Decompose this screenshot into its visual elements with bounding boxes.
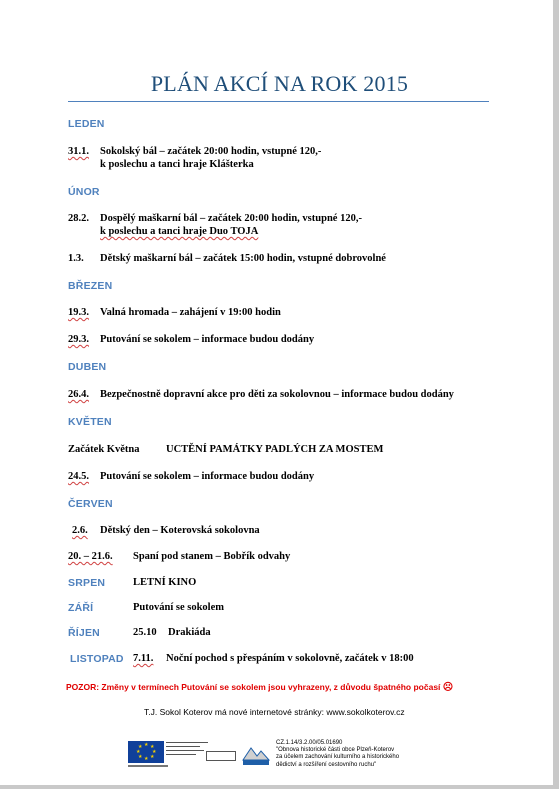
event-date: 1.3. <box>68 253 84 264</box>
page-shadow-bottom <box>0 785 559 789</box>
event-text: Drakiáda <box>168 627 211 638</box>
event-text-line2: k poslechu a tanci hraje Duo TOJA <box>100 226 259 237</box>
event-text: Noční pochod s přespáním v sokolovně, začátek v 18:00 <box>166 653 414 664</box>
event-date: 31.1. <box>68 146 89 157</box>
event-text: Putování se sokolem – informace budou dodány <box>100 471 315 482</box>
event-date: 29.3. <box>68 334 89 345</box>
page-title: PLÁN AKCÍ NA ROK 2015 <box>150 71 409 96</box>
event-date-span: 20. – 21.6. <box>68 551 113 562</box>
footer-line: za účelem zachování kulturního a historického <box>276 754 400 761</box>
event-date: 24.5. <box>68 471 89 482</box>
warning-message: POZOR: Změny v termínech Putování se sokolem jsou vyhrazeny, z důvodu špatného počasí <box>66 682 441 692</box>
event-date: 2.6. <box>72 525 88 536</box>
month-zari: ZÁŘÍ <box>68 602 94 614</box>
eu-fund-logo <box>166 741 236 763</box>
month-rijen: ŘÍJEN <box>68 627 100 639</box>
month-kveten: KVĚTEN <box>68 416 112 428</box>
footer-line: "Obnova historické části obce Plzeň-Koterov <box>276 747 395 754</box>
event-date: 26.4. <box>68 389 89 400</box>
event-date: Začátek Května <box>68 444 140 455</box>
event-text: Sokolský bál – začátek 20:00 hodin, vstupné 120,- <box>100 146 322 157</box>
event-text: UCTĚNÍ PAMÁTKY PADLÝCH ZA MOSTEM <box>166 444 384 455</box>
sad-face-icon: ☹ <box>442 682 454 693</box>
event-text <box>100 213 362 224</box>
rop-label: ROP <box>249 760 263 766</box>
event-text: Dětský den – Koterovská sokolovna <box>100 525 260 536</box>
eu-logo-caption-bar <box>128 765 168 767</box>
event-date: 28.2. <box>68 213 89 224</box>
month-brezen: BŘEZEN <box>68 280 113 292</box>
event-text: Spaní pod stanem – Bobřík odvahy <box>133 551 291 562</box>
footer-project-text <box>276 740 399 769</box>
month-cerven: ČERVEN <box>68 498 113 510</box>
footer-line: CZ.1.14/3.2.00/05.01690 <box>276 740 343 746</box>
website-note: T.J. Sokol Koterov má nové internetové stránky: www.sokolkoterov.cz <box>144 707 405 717</box>
event-date: 25.10 <box>133 627 157 638</box>
eu-flag-icon: ★ ★ ★ ★ ★ ★ ★ ★ <box>128 741 164 763</box>
footer-line: dědictví a rozšíření cestovního ruchu" <box>276 761 377 768</box>
event-text: Bezpečnostně dopravní akce pro děti za sokolovnou – informace budou dodány <box>100 389 454 400</box>
event-text-line2: k poslechu a tanci hraje Klášterka <box>100 159 254 170</box>
event-text-span: Dospělý maškarní bál – začátek 20:00 hodin, vstupné 120,- <box>100 213 362 224</box>
event-text: Putování se sokolem – informace budou dodány <box>100 334 315 345</box>
event-text: Dětský maškarní bál – začátek 15:00 hodin, vstupné dobrovolné <box>100 253 386 264</box>
title-divider <box>68 101 489 102</box>
event-text: Putování se sokolem <box>133 602 225 613</box>
month-leden: LEDEN <box>68 118 105 130</box>
event-text: Valná hromada – zahájení v 19:00 hodin <box>100 307 281 318</box>
month-listopad: LISTOPAD <box>70 653 124 665</box>
month-unor: ÚNOR <box>68 186 100 198</box>
event-date: 19.3. <box>68 307 89 318</box>
warning-text <box>66 682 453 693</box>
page-shadow-right <box>553 0 559 789</box>
month-duben: DUBEN <box>68 361 107 373</box>
month-srpen: SRPEN <box>68 577 106 589</box>
event-date <box>68 551 113 562</box>
event-date: 7.11. <box>133 653 154 664</box>
event-text: LETNÍ KINO <box>133 577 197 588</box>
